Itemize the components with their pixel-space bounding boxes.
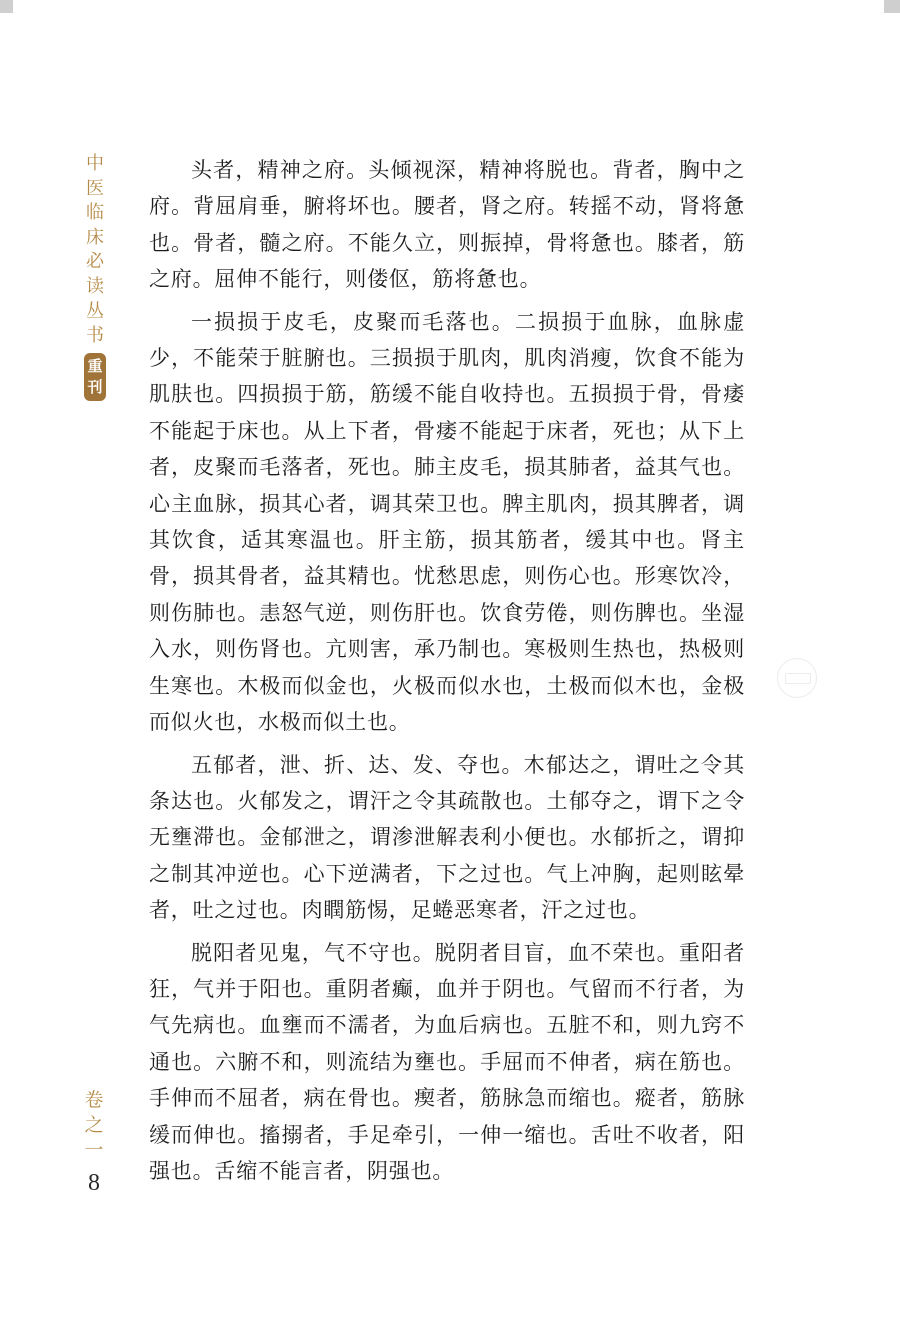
page-number: 8	[88, 1170, 100, 1196]
series-title-text: 中医临床必读丛书	[86, 153, 104, 347]
paragraph: 脱阳者见鬼，气不守也。脱阴者目盲，血不荣也。重阳者狂，气并于阳也。重阴者癫，血并于阴也。气留而不行者，为气先病也。血壅而不濡者，为血后病也。五脏不和，则九窍不通也。六腑不和，则流结为壅也。手屈而不伸者，病在筋也。手伸而不屈者，病在骨也。瘈者，筋脉急而缩也。瘲者，筋脉缓而伸也。搐搦者，手足牵引，一伸一缩也。舌吐不收者，阳强也。舌缩不能言者，阴强也。	[149, 940, 745, 1183]
series-title	[81, 152, 109, 401]
watermark-stamp-icon	[777, 658, 817, 698]
reprint-seal: 重刊	[84, 353, 106, 401]
chapter-label: 卷之一	[84, 1089, 104, 1161]
paragraph: 头者，精神之府。头倾视深，精神将脱也。背者，胸中之府。背屈肩垂，腑将坏也。腰者，肾之府。转摇不动，肾将惫也。骨者，髓之府。不能久立，则振掉，骨将惫也。膝者，筋之府。屈伸不能行，则偻伛，筋将惫也。	[149, 158, 745, 292]
body-text	[149, 152, 745, 1195]
paragraph: 五郁者，泄、折、达、发、夺也。木郁达之，谓吐之令其条达也。火郁发之，谓汗之令其疏散也。土郁夺之，谓下之令无壅滞也。金郁泄之，谓渗泄解表利小便也。水郁折之，谓抑之制其冲逆也。心下逆满者，下之过也。气上冲胸，起则眩晕者，吐之过也。肉瞤筋惕，足蜷恶寒者，汗之过也。	[149, 752, 745, 923]
paragraph: 一损损于皮毛，皮聚而毛落也。二损损于血脉，血脉虚少，不能荣于脏腑也。三损损于肌肉，肌肉消瘦，饮食不能为肌肤也。四损损于筋，筋缓不能自收持也。五损损于骨，骨痿不能起于床也。从上下者，骨痿不能起于床者，死也；从下上者，皮聚而毛落者，死也。肺主皮毛，损其肺者，益其气也。心主血脉，损其心者，调其荣卫也。脾主肌肉，损其脾者，调其饮食，适其寒温也。肝主筋，损其筋者，缓其中也。肾主骨，损其骨者，益其精也。忧愁思虑，则伤心也。形寒饮冷，则伤肺也。恚怒气逆，则伤肝也。饮食劳倦，则伤脾也。坐湿入水，则伤肾也。亢则害，承乃制也。寒极则生热也，热极则生寒也。木极而似金也，火极而似水也，土极而似木也，金极而似火也，水极而似土也。	[149, 309, 745, 735]
crop-mark-left	[0, 0, 13, 13]
crop-mark-right	[884, 0, 900, 13]
